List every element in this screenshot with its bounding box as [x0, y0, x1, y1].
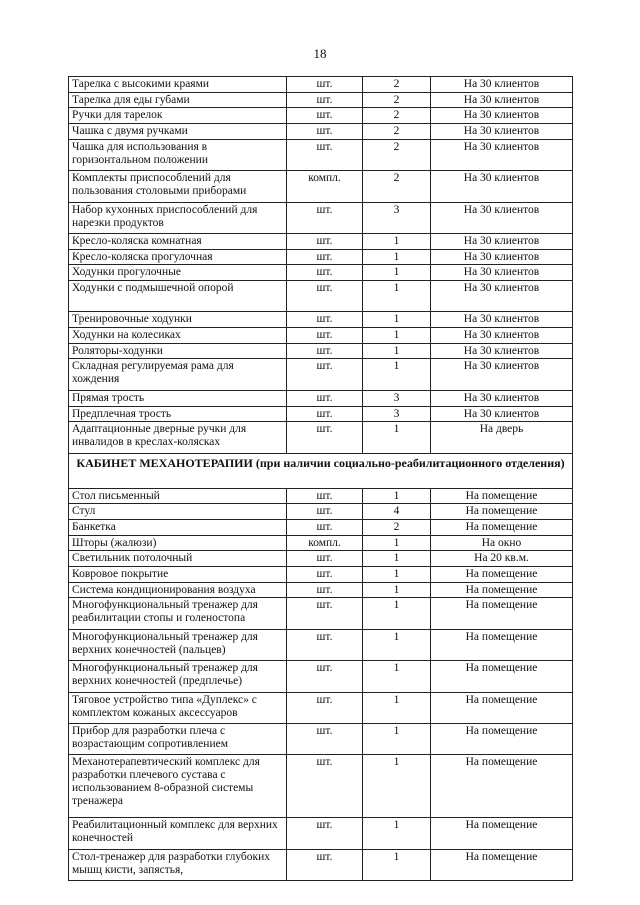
item-name: Адаптационные дверные ручки для инвалидов в креслах-колясках	[69, 422, 287, 453]
item-unit: шт.	[287, 629, 363, 660]
table-row	[69, 818, 573, 849]
item-name: Ходунки с подмышечной опорой	[69, 280, 287, 311]
item-quantity: 1	[363, 343, 431, 359]
item-unit: шт.	[287, 551, 363, 567]
table-row	[69, 551, 573, 567]
item-quantity: 1	[363, 598, 431, 629]
item-name: Чашка с двумя ручками	[69, 124, 287, 140]
item-quantity: 2	[363, 92, 431, 108]
item-quantity: 1	[363, 723, 431, 754]
item-quantity: 1	[363, 582, 431, 598]
item-quantity: 1	[363, 755, 431, 818]
item-quantity: 1	[363, 265, 431, 281]
item-name: Тяговое устройство типа «Дуплекс» с комплектом кожаных аксессуаров	[69, 692, 287, 723]
table-row	[69, 92, 573, 108]
page-number: 18	[313, 46, 327, 61]
table-row	[69, 567, 573, 583]
item-norm: На 30 клиентов	[431, 328, 573, 344]
table-row	[69, 692, 573, 723]
item-name: Комплекты приспособлений для пользования столовыми приборами	[69, 171, 287, 202]
item-name: Ходунки на колесиках	[69, 328, 287, 344]
item-unit: шт.	[287, 849, 363, 880]
item-quantity: 1	[363, 661, 431, 692]
item-unit: шт.	[287, 504, 363, 520]
item-unit: шт.	[287, 723, 363, 754]
item-norm: На помещение	[431, 818, 573, 849]
table-row	[69, 312, 573, 328]
item-name: Роляторы-ходунки	[69, 343, 287, 359]
item-quantity: 1	[363, 629, 431, 660]
table-row	[69, 629, 573, 660]
table-row	[69, 139, 573, 170]
item-unit: шт.	[287, 519, 363, 535]
table-row	[69, 233, 573, 249]
item-unit: шт.	[287, 567, 363, 583]
table-row	[69, 723, 573, 754]
item-unit: шт.	[287, 359, 363, 390]
item-name: Тренировочные ходунки	[69, 312, 287, 328]
item-norm: На 30 клиентов	[431, 312, 573, 328]
item-norm: На 30 клиентов	[431, 139, 573, 170]
table-row	[69, 488, 573, 504]
item-quantity: 1	[363, 312, 431, 328]
item-unit: шт.	[287, 818, 363, 849]
item-name: Система кондиционирования воздуха	[69, 582, 287, 598]
item-norm: На помещение	[431, 488, 573, 504]
item-quantity: 1	[363, 359, 431, 390]
item-quantity: 3	[363, 202, 431, 233]
item-quantity: 1	[363, 422, 431, 453]
item-unit: компл.	[287, 171, 363, 202]
item-name: Банкетка	[69, 519, 287, 535]
section-header-row	[69, 453, 573, 488]
item-norm: На 30 клиентов	[431, 233, 573, 249]
item-quantity: 3	[363, 390, 431, 406]
item-quantity: 1	[363, 818, 431, 849]
item-name: Кресло-коляска комнатная	[69, 233, 287, 249]
item-name: Ручки для тарелок	[69, 108, 287, 124]
item-unit: шт.	[287, 755, 363, 818]
item-quantity: 1	[363, 567, 431, 583]
item-name: Механотерапевтический комплекс для разработки плечевого сустава с использованием 8-образной системы тренажера	[69, 755, 287, 818]
item-unit: шт.	[287, 233, 363, 249]
item-name: Многофункциональный тренажер для реабилитации стопы и голеностопа	[69, 598, 287, 629]
item-quantity: 2	[363, 108, 431, 124]
item-quantity: 1	[363, 328, 431, 344]
item-norm: На помещение	[431, 692, 573, 723]
item-quantity: 1	[363, 692, 431, 723]
item-norm: На 30 клиентов	[431, 92, 573, 108]
item-quantity: 1	[363, 849, 431, 880]
item-name: Тарелка для еды губами	[69, 92, 287, 108]
equipment-table	[68, 76, 573, 881]
table-row	[69, 124, 573, 140]
item-name: Ковровое покрытие	[69, 567, 287, 583]
table-row	[69, 535, 573, 551]
item-unit: шт.	[287, 422, 363, 453]
item-name: Ходунки прогулочные	[69, 265, 287, 281]
table-row	[69, 519, 573, 535]
item-norm: На помещение	[431, 755, 573, 818]
item-unit: шт.	[287, 265, 363, 281]
table-row	[69, 422, 573, 453]
section-title: КАБИНЕТ МЕХАНОТЕРАПИИ (при наличии социально-реабилитационного отделения)	[69, 453, 573, 488]
table-row	[69, 171, 573, 202]
item-norm: На 30 клиентов	[431, 343, 573, 359]
item-name: Прямая трость	[69, 390, 287, 406]
item-norm: На помещение	[431, 582, 573, 598]
item-unit: шт.	[287, 312, 363, 328]
item-quantity: 2	[363, 519, 431, 535]
item-norm: На дверь	[431, 422, 573, 453]
item-norm: На помещение	[431, 723, 573, 754]
item-quantity: 1	[363, 280, 431, 311]
item-unit: шт.	[287, 598, 363, 629]
item-name: Предплечная трость	[69, 406, 287, 422]
item-unit: шт.	[287, 692, 363, 723]
table-row	[69, 343, 573, 359]
item-norm: На помещение	[431, 629, 573, 660]
item-unit: шт.	[287, 124, 363, 140]
item-unit: шт.	[287, 92, 363, 108]
table-row	[69, 755, 573, 818]
item-name: Тарелка с высокими краями	[69, 77, 287, 93]
item-unit: шт.	[287, 280, 363, 311]
item-name: Стол письменный	[69, 488, 287, 504]
item-norm: На 30 клиентов	[431, 124, 573, 140]
item-norm: На 30 клиентов	[431, 202, 573, 233]
item-norm: На 20 кв.м.	[431, 551, 573, 567]
table-row	[69, 77, 573, 93]
item-name: Набор кухонных приспособлений для нарезки продуктов	[69, 202, 287, 233]
item-norm: На 30 клиентов	[431, 77, 573, 93]
item-norm: На 30 клиентов	[431, 406, 573, 422]
item-norm: На помещение	[431, 598, 573, 629]
item-unit: компл.	[287, 535, 363, 551]
item-name: Складная регулируемая рама для хождения	[69, 359, 287, 390]
item-quantity: 1	[363, 233, 431, 249]
table-row	[69, 598, 573, 629]
item-unit: шт.	[287, 108, 363, 124]
item-unit: шт.	[287, 488, 363, 504]
item-name: Многофункциональный тренажер для верхних конечностей (предплечье)	[69, 661, 287, 692]
item-norm: На помещение	[431, 519, 573, 535]
item-norm: На помещение	[431, 661, 573, 692]
table-row	[69, 108, 573, 124]
table-row	[69, 849, 573, 880]
item-quantity: 3	[363, 406, 431, 422]
table-row	[69, 406, 573, 422]
item-quantity: 2	[363, 139, 431, 170]
table-row	[69, 249, 573, 265]
item-norm: На 30 клиентов	[431, 108, 573, 124]
item-norm: На 30 клиентов	[431, 359, 573, 390]
item-unit: шт.	[287, 202, 363, 233]
table-row	[69, 390, 573, 406]
item-unit: шт.	[287, 249, 363, 265]
item-quantity: 2	[363, 171, 431, 202]
item-unit: шт.	[287, 343, 363, 359]
table-row	[69, 359, 573, 390]
item-name: Стол-тренажер для разработки глубоких мышц кисти, запястья,	[69, 849, 287, 880]
item-name: Реабилитационный комплекс для верхних конечностей	[69, 818, 287, 849]
table-row	[69, 504, 573, 520]
item-name: Светильник потолочный	[69, 551, 287, 567]
item-norm: На 30 клиентов	[431, 249, 573, 265]
item-norm: На помещение	[431, 849, 573, 880]
item-name: Шторы (жалюзи)	[69, 535, 287, 551]
item-norm: На 30 клиентов	[431, 171, 573, 202]
item-unit: шт.	[287, 139, 363, 170]
item-quantity: 4	[363, 504, 431, 520]
item-quantity: 1	[363, 535, 431, 551]
item-name: Чашка для использования в горизонтальном положении	[69, 139, 287, 170]
item-quantity: 1	[363, 551, 431, 567]
table-row	[69, 582, 573, 598]
item-unit: шт.	[287, 661, 363, 692]
item-unit: шт.	[287, 406, 363, 422]
table-row	[69, 202, 573, 233]
table-row	[69, 328, 573, 344]
item-norm: На окно	[431, 535, 573, 551]
item-unit: шт.	[287, 390, 363, 406]
item-norm: На помещение	[431, 567, 573, 583]
item-norm: На 30 клиентов	[431, 265, 573, 281]
item-norm: На 30 клиентов	[431, 390, 573, 406]
item-norm: На помещение	[431, 504, 573, 520]
table-row	[69, 265, 573, 281]
item-unit: шт.	[287, 328, 363, 344]
item-quantity: 1	[363, 488, 431, 504]
item-quantity: 2	[363, 77, 431, 93]
item-name: Многофункциональный тренажер для верхних конечностей (пальцев)	[69, 629, 287, 660]
table-row	[69, 661, 573, 692]
item-name: Прибор для разработки плеча с возрастающим сопротивлением	[69, 723, 287, 754]
item-quantity: 2	[363, 124, 431, 140]
table-row	[69, 280, 573, 311]
item-unit: шт.	[287, 77, 363, 93]
item-unit: шт.	[287, 582, 363, 598]
item-norm: На 30 клиентов	[431, 280, 573, 311]
item-name: Стул	[69, 504, 287, 520]
item-name: Кресло-коляска прогулочная	[69, 249, 287, 265]
item-quantity: 1	[363, 249, 431, 265]
